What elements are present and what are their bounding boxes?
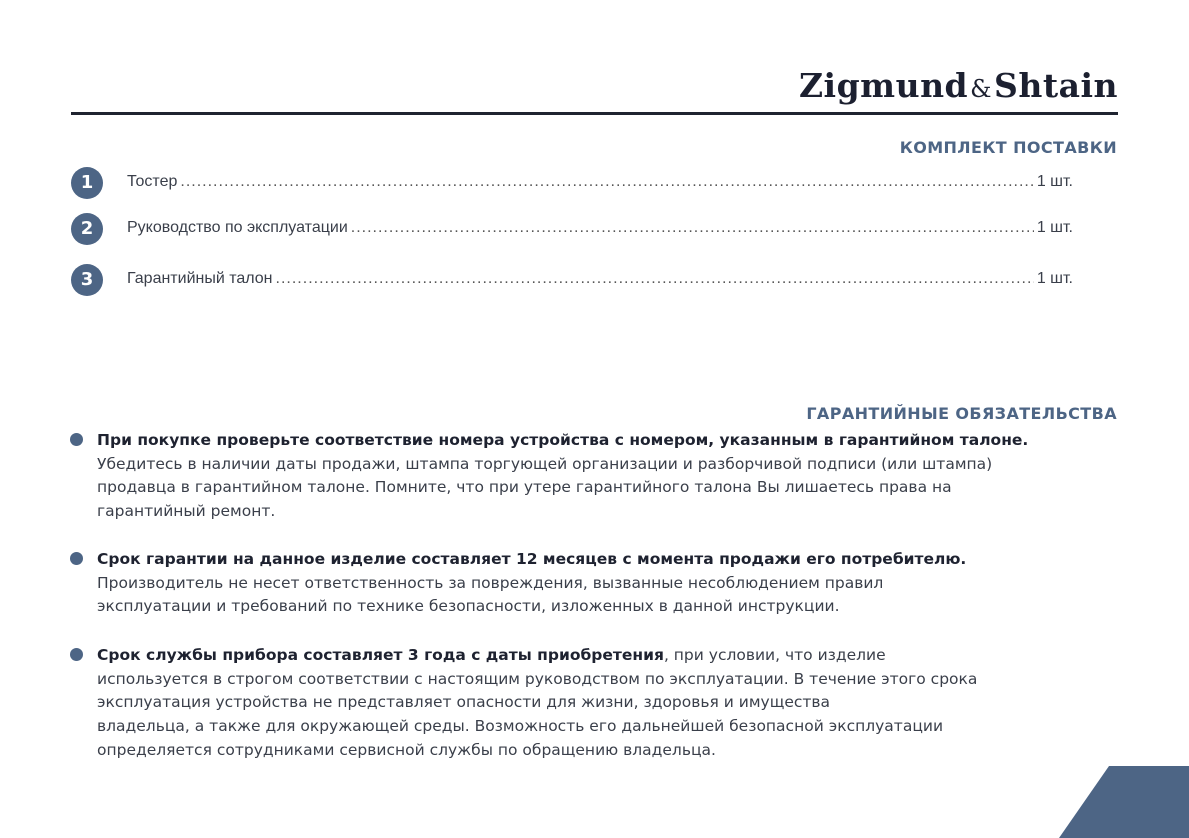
kit-item-leader-dots [180, 173, 1033, 191]
warranty-item-line: эксплуатация устройства не представляет опасности для жизни, здоровья и имущества [97, 693, 831, 712]
warranty-item-line: эксплуатации и требований по технике безопасности, изложенных в данной инструкции. [97, 597, 840, 616]
warranty-item-line: гарантийный ремонт. [97, 502, 276, 521]
kit-item-row [127, 219, 1073, 237]
kit-item-row [127, 270, 1073, 288]
bullet-icon [70, 433, 83, 446]
warranty-item [70, 429, 1100, 524]
kit-item-label: Тостер [127, 173, 178, 190]
warranty-item-line: продавца в гарантийном талоне. Помните, что при утере гарантийного талона Вы лишаетесь права на [97, 478, 952, 497]
warranty-item-line: используется в строгом соответствии с настоящим руководством по эксплуатации. В течение этого срока [97, 669, 978, 688]
warranty-item-bold-tail: , при условии, что изделие [663, 646, 886, 664]
warranty-item-lead [97, 548, 1100, 572]
warranty-item-bold: При покупке проверьте соответствие номера устройства с номером, указанным в гарантийном талоне. [97, 431, 1029, 449]
warranty-item-line: владельца, а также для окружающей среды. Возможность его дальнейшей безопасной эксплуатации [97, 717, 944, 736]
kit-item [71, 213, 1073, 245]
kit-item-qty: 1 шт. [1036, 270, 1073, 287]
brand-logo [799, 66, 1118, 105]
warranty-item-text [97, 548, 1100, 619]
brand-logo-left: Zigmund [798, 66, 969, 105]
kit-item-leader-dots [276, 270, 1034, 288]
corner-decoration [1059, 766, 1189, 838]
kit-item-number: 3 [71, 264, 103, 296]
kit-item-label: Гарантийный талон [127, 270, 273, 287]
bullet-icon [70, 552, 83, 565]
header-rule [71, 112, 1118, 115]
kit-item-number: 1 [71, 167, 103, 199]
kit-item-leader-dots [351, 219, 1034, 237]
brand-logo-right: Shtain [994, 66, 1118, 105]
kit-item-label: Руководство по эксплуатации [127, 219, 348, 236]
warranty-item-lead [97, 644, 1100, 668]
warranty-item-line: Убедитесь в наличии даты продажи, штампа торгующей организации и разборчивой подписи (или штампа) [97, 454, 993, 473]
warranty-item-text [97, 429, 1100, 524]
kit-item-row [127, 173, 1073, 191]
kit-item [71, 167, 1073, 199]
kit-item-qty: 1 шт. [1036, 219, 1073, 236]
warranty-item-line: Производитель не несет ответственность за повреждения, вызванные несоблюдением правил [97, 573, 884, 592]
kit-section-title: КОМПЛЕКТ ПОСТАВКИ [899, 138, 1117, 157]
warranty-section-title: ГАРАНТИЙНЫЕ ОБЯЗАТЕЛЬСТВА [806, 404, 1117, 423]
brand-logo-ampersand: & [970, 75, 993, 103]
bullet-icon [70, 648, 83, 661]
warranty-item-text [97, 644, 1100, 763]
warranty-item-line: определяется сотрудниками сервисной службы по обращению владельца. [97, 740, 716, 759]
warranty-item [70, 644, 1100, 763]
warranty-item-bold: Срок службы прибора составляет 3 года с даты приобретения [97, 646, 664, 664]
kit-item [71, 264, 1073, 296]
warranty-item [70, 548, 1100, 619]
kit-item-qty: 1 шт. [1036, 173, 1073, 190]
kit-item-number: 2 [71, 213, 103, 245]
warranty-item-lead [97, 429, 1100, 453]
warranty-item-bold: Срок гарантии на данное изделие составляет 12 месяцев с момента продажи его потребителю. [97, 550, 967, 568]
